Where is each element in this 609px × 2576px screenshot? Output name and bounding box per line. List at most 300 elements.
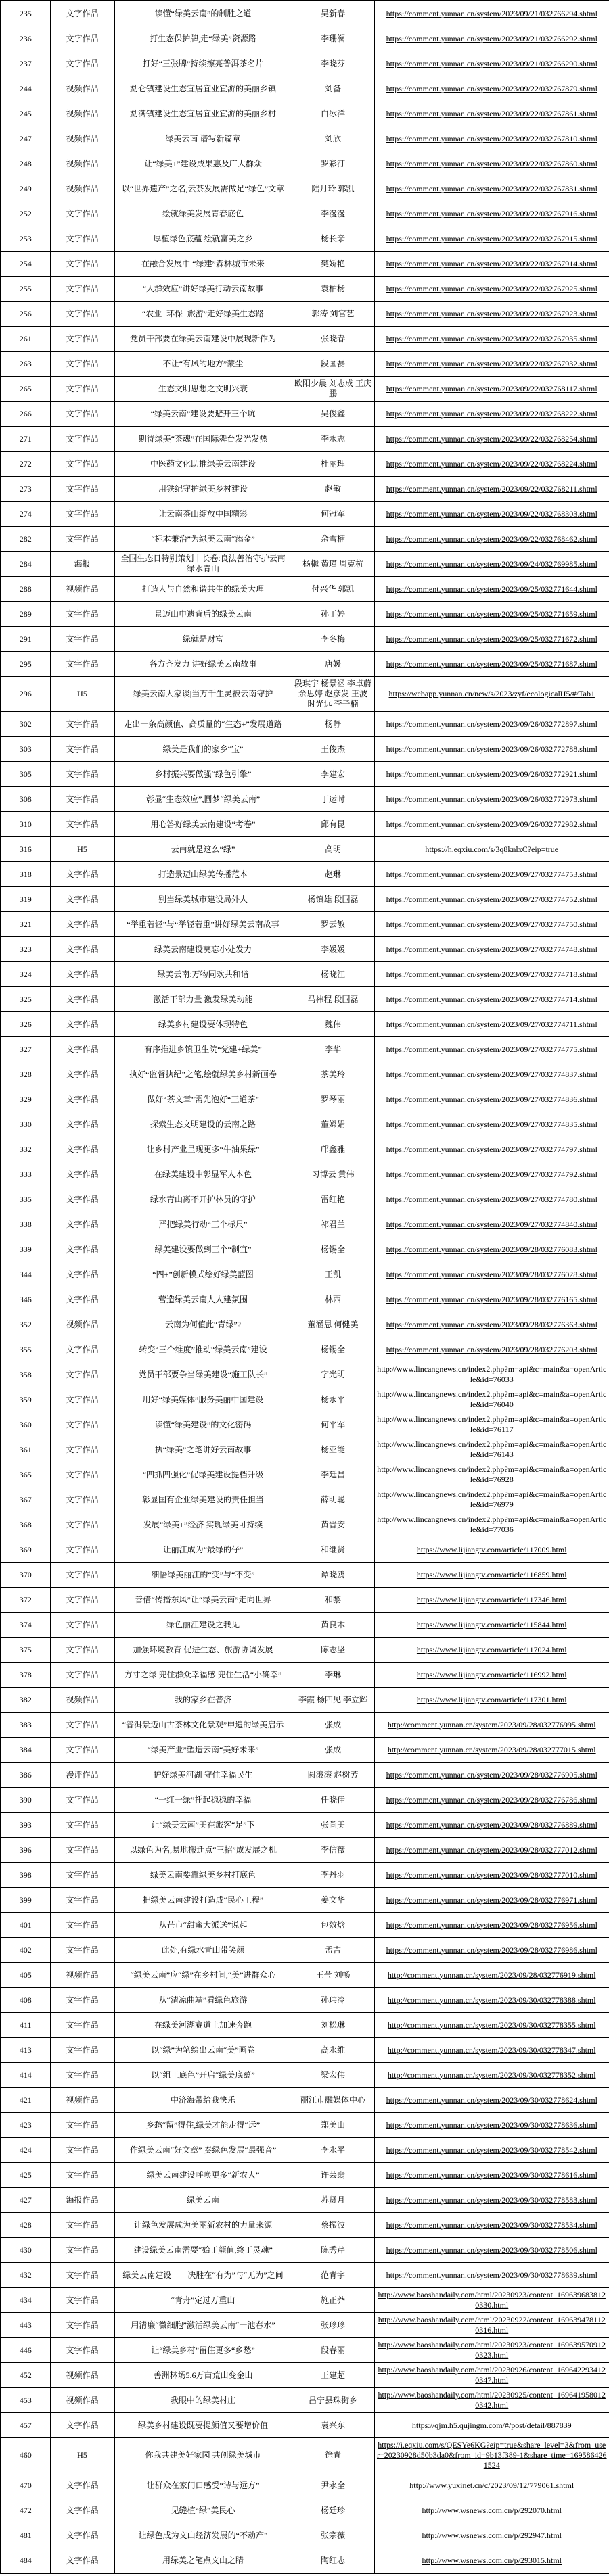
row-author: 唐媛 xyxy=(292,652,374,677)
row-number: 360 xyxy=(1,1412,50,1437)
row-url-cell xyxy=(374,1938,609,1963)
row-author: 杨镇雄 段国磊 xyxy=(292,887,374,912)
row-url-cell xyxy=(374,912,609,937)
table-row xyxy=(1,2238,609,2263)
row-link[interactable]: http://comment.yunnan.cn/system/2023/09/28/032776919.shtml xyxy=(387,1970,596,1980)
row-url-cell xyxy=(374,837,609,862)
row-author: 袁柏杨 xyxy=(292,277,374,302)
table-row xyxy=(1,2548,609,2574)
row-link[interactable]: https://comment.yunnan.cn/system/2023/09/28/032776971.shtml xyxy=(386,1894,597,1905)
row-link[interactable]: https://qjm.h5.qujingm.com/#/post/detail/887839 xyxy=(411,2420,572,2430)
row-author: 林西 xyxy=(292,1287,374,1312)
row-link[interactable]: http://www.lincangnews.cn/index2.php?m=api&c=main&a=openArticle&id=77036 xyxy=(377,1514,607,1534)
row-url-cell xyxy=(374,201,609,226)
row-link[interactable]: https://comment.yunnan.cn/system/2023/09/28/032776363.shtml xyxy=(386,1319,597,1329)
row-title: 中济海带给我快乐 xyxy=(114,2088,292,2113)
row-number: 305 xyxy=(1,762,50,787)
row-url-cell xyxy=(374,1112,609,1137)
row-url-cell xyxy=(374,1988,609,2013)
row-category: 文字作品 xyxy=(50,1813,114,1838)
row-link[interactable]: https://www.lijiangtv.com/article/117024.html xyxy=(416,1644,567,1654)
row-url-cell xyxy=(374,1187,609,1212)
row-link[interactable]: https://comment.yunnan.cn/system/2023/09/28/032776986.shtml xyxy=(386,1945,597,1955)
row-title: 善借“传播东风”让“绿美云南”走向世界 xyxy=(114,1588,292,1613)
row-title: 把绿美云南建设打造成“民心工程” xyxy=(114,1888,292,1913)
row-category: 文字作品 xyxy=(50,452,114,477)
row-link[interactable]: https://comment.yunnan.cn/system/2023/09/22/032767915.shtml xyxy=(386,233,597,243)
row-link[interactable]: http://comment.yunnan.cn/system/2023/09/30/032778352.shtml xyxy=(387,2070,596,2080)
row-link[interactable]: http://www.lincangnews.cn/index2.php?m=api&c=main&a=openArticle&id=76928 xyxy=(377,1464,607,1484)
row-title: 建设绿美云南需要“始于颜值,终于灵魂” xyxy=(114,2238,292,2263)
row-link[interactable]: https://www.lijiangtv.com/article/117009.html xyxy=(416,1544,567,1554)
row-link[interactable]: https://comment.yunnan.cn/system/2023/09/28/032776165.shtml xyxy=(386,1294,597,1304)
row-url-cell xyxy=(374,1062,609,1087)
row-url-cell xyxy=(374,652,609,677)
row-link[interactable]: http://www.lincangnews.cn/index2.php?m=api&c=main&a=openArticle&id=76033 xyxy=(377,1364,607,1384)
row-link[interactable]: https://comment.yunnan.cn/system/2023/09/26/032772982.shtml xyxy=(386,819,597,829)
row-category: 文字作品 xyxy=(50,2413,114,2438)
row-number: 256 xyxy=(1,302,50,327)
row-link[interactable]: https://comment.yunnan.cn/system/2023/09/27/032774714.shtml xyxy=(386,994,597,1004)
table-row xyxy=(1,1012,609,1037)
row-category: 视频作品 xyxy=(50,1312,114,1337)
row-url-cell xyxy=(374,226,609,252)
table-row xyxy=(1,1888,609,1913)
row-author: 李晓芬 xyxy=(292,51,374,76)
row-category: 文字作品 xyxy=(50,2548,114,2574)
row-link[interactable]: https://comment.yunnan.cn/system/2023/09/27/032774836.shtml xyxy=(386,1094,597,1104)
row-title: 见缝植“绿”美民心 xyxy=(114,2498,292,2523)
row-category: 文字作品 xyxy=(50,1938,114,1963)
row-number: 434 xyxy=(1,2288,50,2313)
table-row xyxy=(1,1487,609,1512)
row-number: 358 xyxy=(1,1362,50,1387)
row-link[interactable]: https://comment.yunnan.cn/system/2023/09/27/032774718.shtml xyxy=(386,969,597,979)
row-title: 严把绿美行动“三个标尺” xyxy=(114,1212,292,1237)
row-author: 张成 xyxy=(292,1713,374,1738)
row-number: 452 xyxy=(1,2363,50,2388)
table-row xyxy=(1,1412,609,1437)
row-link[interactable]: http://www.baoshandaily.com/html/20230925/content_1696419580120342.html xyxy=(378,2390,606,2410)
row-url-cell xyxy=(374,2088,609,2113)
row-title: 执好“监督执纪”之笔,绘就绿美乡村新画卷 xyxy=(114,1062,292,1087)
row-category: 文字作品 xyxy=(50,602,114,627)
row-number: 329 xyxy=(1,1087,50,1112)
row-url-cell xyxy=(374,712,609,737)
row-link[interactable]: https://comment.yunnan.cn/system/2023/09/22/032767810.shtml xyxy=(386,133,597,143)
row-author: 赵敏 xyxy=(292,477,374,502)
row-category: 文字作品 xyxy=(50,912,114,937)
row-number: 367 xyxy=(1,1487,50,1512)
row-link[interactable]: https://comment.yunnan.cn/system/2023/09/30/032778624.shtml xyxy=(386,2095,597,2105)
row-author: 和黎 xyxy=(292,1588,374,1613)
row-link[interactable]: http://www.wsnews.com.cn/p/292947.html xyxy=(422,2530,562,2540)
row-link[interactable]: https://comment.yunnan.cn/system/2023/09/30/032778616.shtml xyxy=(386,2170,597,2180)
table-row xyxy=(1,962,609,987)
row-category: 文字作品 xyxy=(50,1287,114,1312)
row-title: 绿美建设要做到三个“制宜” xyxy=(114,1237,292,1262)
row-link[interactable]: https://comment.yunnan.cn/system/2023/09/28/032776889.shtml xyxy=(386,1819,597,1830)
row-author: 任晓佳 xyxy=(292,1788,374,1813)
row-link[interactable]: https://www.lijiangtv.com/article/116859.html xyxy=(416,1569,567,1579)
table-row xyxy=(1,352,609,377)
row-url-cell xyxy=(374,1638,609,1663)
table-row xyxy=(1,1037,609,1062)
row-author: 杨亚能 xyxy=(292,1437,374,1462)
row-link[interactable]: https://comment.yunnan.cn/system/2023/09/25/032771659.shtml xyxy=(386,609,597,619)
row-author: 何平军 xyxy=(292,1412,374,1437)
row-link[interactable]: http://comment.yunnan.cn/system/2023/09/30/032778355.shtml xyxy=(387,2020,596,2030)
row-title: 勐满镇建设生态宜居宜业宜游的美丽乡村 xyxy=(114,101,292,126)
row-link[interactable]: https://comment.yunnan.cn/system/2023/09/30/032778534.shtml xyxy=(386,2220,597,2230)
row-url-cell xyxy=(374,2188,609,2213)
row-link[interactable]: https://comment.yunnan.cn/system/2023/09/22/032767935.shtml xyxy=(386,333,597,343)
row-title: 彰显“生态效应”,圆梦“绿美云南” xyxy=(114,787,292,812)
row-title: 让绿色成为文山经济发展的“不动产” xyxy=(114,2523,292,2548)
row-link[interactable]: http://www.wsnews.com.cn/p/292070.html xyxy=(422,2505,562,2515)
row-link[interactable]: https://comment.yunnan.cn/system/2023/09/26/032772788.shtml xyxy=(386,744,597,754)
row-number: 254 xyxy=(1,252,50,277)
row-number: 470 xyxy=(1,2473,50,2498)
row-link[interactable]: https://www.lijiangtv.com/article/117346.html xyxy=(416,1594,567,1604)
row-title: 期待绿美“茶魂”在国际舞台发光发热 xyxy=(114,427,292,452)
row-number: 245 xyxy=(1,101,50,126)
row-title: 用好“绿美媒体”服务美丽中国建设 xyxy=(114,1387,292,1412)
row-link[interactable]: http://comment.yunnan.cn/system/2023/09/28/032777015.shtml xyxy=(387,1744,596,1755)
row-link[interactable]: https://comment.yunnan.cn/system/2023/09/22/032767831.shtml xyxy=(386,183,597,193)
table-row xyxy=(1,1,609,26)
row-category: 文字作品 xyxy=(50,1037,114,1062)
row-author: 祁君兰 xyxy=(292,1212,374,1237)
row-author: 段春丽 xyxy=(292,2338,374,2363)
row-author: 陶红志 xyxy=(292,2548,374,2574)
row-link[interactable]: https://comment.yunnan.cn/system/2023/09/28/032777012.shtml xyxy=(386,1844,597,1855)
row-author: 董涵思 何健美 xyxy=(292,1312,374,1337)
row-url-cell xyxy=(374,1563,609,1588)
row-link[interactable]: http://comment.yunnan.cn/system/2023/09/30/032778388.shtml xyxy=(387,1995,596,2005)
row-number: 408 xyxy=(1,1988,50,2013)
row-category: 文字作品 xyxy=(50,327,114,352)
table-row xyxy=(1,737,609,762)
row-number: 321 xyxy=(1,912,50,937)
row-author: 徐青 xyxy=(292,2438,374,2473)
table-row xyxy=(1,277,609,302)
row-category: 文字作品 xyxy=(50,2288,114,2313)
row-number: 319 xyxy=(1,887,50,912)
row-link[interactable]: http://www.baoshandaily.com/html/20230926/content_1696422934120347.html xyxy=(378,2365,606,2385)
row-url-cell xyxy=(374,1688,609,1713)
row-author: 余雪楠 xyxy=(292,527,374,552)
row-category: 文字作品 xyxy=(50,1412,114,1437)
row-category: 文字作品 xyxy=(50,2063,114,2088)
row-category: H5 xyxy=(50,677,114,712)
table-row xyxy=(1,1563,609,1588)
row-link[interactable]: https://comment.yunnan.cn/system/2023/09/30/032778506.shtml xyxy=(386,2245,597,2255)
row-title: 绿美云南建设莫忘小处发力 xyxy=(114,937,292,962)
row-title: 读懂“绿美云南”的制胜之道 xyxy=(114,1,292,26)
row-title: 做好“茶文章”需先泡好“三道茶” xyxy=(114,1087,292,1112)
row-url-cell xyxy=(374,76,609,101)
row-link[interactable]: https://comment.yunnan.cn/system/2023/09/22/032768224.shtml xyxy=(386,458,597,469)
row-number: 288 xyxy=(1,577,50,602)
row-link[interactable]: https://comment.yunnan.cn/system/2023/09/27/032774748.shtml xyxy=(386,944,597,954)
row-link[interactable]: https://i.eqxiu.com/s/QESYe6KG?eip=true&share_level=3&from_user=20230928d50b3da0&from_id=9b13f389-1&share_time=1695864261524 xyxy=(376,2440,607,2470)
row-link[interactable]: https://comment.yunnan.cn/system/2023/09/24/032769985.shtml xyxy=(386,558,597,569)
row-category: 文字作品 xyxy=(50,1713,114,1738)
row-link[interactable]: http://comment.yunnan.cn/system/2023/09/28/032776995.shtml xyxy=(387,1719,596,1730)
row-title: 用铁纪守护绿美乡村建设 xyxy=(114,477,292,502)
row-url-cell xyxy=(374,1588,609,1613)
row-url-cell xyxy=(374,176,609,201)
row-link[interactable]: https://comment.yunnan.cn/system/2023/09/28/032776203.shtml xyxy=(386,1344,597,1354)
table-row xyxy=(1,937,609,962)
row-link[interactable]: https://comment.yunnan.cn/system/2023/09/22/032768303.shtml xyxy=(386,508,597,519)
row-url-cell xyxy=(374,627,609,652)
row-number: 453 xyxy=(1,2388,50,2413)
row-link[interactable]: https://comment.yunnan.cn/system/2023/09/22/032767925.shtml xyxy=(386,283,597,293)
row-link[interactable]: https://comment.yunnan.cn/system/2023/09/27/032774775.shtml xyxy=(386,1044,597,1054)
row-url-cell xyxy=(374,2138,609,2163)
row-link[interactable]: https://webapp.yunnan.cn/new/s/2023/zyf/ecologicalH5/#/Tab1 xyxy=(388,689,595,698)
row-author: 李珊澜 xyxy=(292,26,374,51)
row-author: 李霞 杨四见 李立辉 xyxy=(292,1688,374,1713)
row-url-cell xyxy=(374,352,609,377)
row-number: 368 xyxy=(1,1512,50,1537)
table-row xyxy=(1,1638,609,1663)
row-category: 文字作品 xyxy=(50,252,114,277)
row-number: 432 xyxy=(1,2263,50,2288)
row-category: 文字作品 xyxy=(50,1638,114,1663)
row-number: 324 xyxy=(1,962,50,987)
row-link[interactable]: https://comment.yunnan.cn/system/2023/09/30/032778542.shtml xyxy=(386,2145,597,2155)
row-title: 在融合发展中 “绿建”森林城市未来 xyxy=(114,252,292,277)
row-author: 雷红艳 xyxy=(292,1187,374,1212)
row-category: 文字作品 xyxy=(50,627,114,652)
row-link[interactable]: https://comment.yunnan.cn/system/2023/09/21/032766294.shtml xyxy=(386,8,597,18)
table-row xyxy=(1,2063,609,2088)
row-category: 文字作品 xyxy=(50,2138,114,2163)
row-title: 执“绿美”之笔讲好云南故事 xyxy=(114,1437,292,1462)
row-link[interactable]: https://comment.yunnan.cn/system/2023/09/22/032768211.shtml xyxy=(386,483,597,494)
row-title: 让“绿美+”建设成果惠及广大群众 xyxy=(114,151,292,176)
row-link[interactable]: https://comment.yunnan.cn/system/2023/09/22/032768222.shtml xyxy=(386,408,597,419)
row-link[interactable]: https://comment.yunnan.cn/system/2023/09/22/032768117.shtml xyxy=(386,383,597,393)
table-row xyxy=(1,2288,609,2313)
row-category: 文字作品 xyxy=(50,1738,114,1763)
row-number: 425 xyxy=(1,2163,50,2188)
row-category: 文字作品 xyxy=(50,1563,114,1588)
row-category: 视频作品 xyxy=(50,2088,114,2113)
row-url-cell xyxy=(374,2313,609,2338)
row-number: 405 xyxy=(1,1963,50,1988)
row-number: 369 xyxy=(1,1537,50,1563)
row-author: 张宗薇 xyxy=(292,2523,374,2548)
row-category: 文字作品 xyxy=(50,1337,114,1362)
row-link[interactable]: https://comment.yunnan.cn/system/2023/09/28/032776786.shtml xyxy=(386,1794,597,1805)
row-link[interactable]: https://comment.yunnan.cn/system/2023/09/27/032774840.shtml xyxy=(386,1219,597,1229)
row-link[interactable]: https://comment.yunnan.cn/system/2023/09/30/032778639.shtml xyxy=(386,2270,597,2280)
row-link[interactable]: https://www.lijiangtv.com/article/116992.html xyxy=(416,1669,567,1679)
table-row xyxy=(1,2213,609,2238)
row-number: 261 xyxy=(1,327,50,352)
row-title: 激活干部力量 激发绿美动能 xyxy=(114,987,292,1012)
row-url-cell xyxy=(374,1337,609,1362)
row-link[interactable]: https://comment.yunnan.cn/system/2023/09/26/032772973.shtml xyxy=(386,794,597,804)
row-url-cell xyxy=(374,1087,609,1112)
row-link[interactable]: https://comment.yunnan.cn/system/2023/09/25/032771687.shtml xyxy=(386,659,597,669)
table-row xyxy=(1,2088,609,2113)
row-link[interactable]: https://comment.yunnan.cn/system/2023/09/26/032772897.shtml xyxy=(386,719,597,729)
row-link[interactable]: https://comment.yunnan.cn/system/2023/09/27/032774753.shtml xyxy=(386,869,597,879)
row-number: 346 xyxy=(1,1287,50,1312)
row-number: 421 xyxy=(1,2088,50,2113)
row-link[interactable]: https://comment.yunnan.cn/system/2023/09/28/032776905.shtml xyxy=(386,1769,597,1780)
row-title: “标本兼治”为绿美云南“添金” xyxy=(114,527,292,552)
row-title: 善洲林场5.6万亩荒山变金山 xyxy=(114,2363,292,2388)
row-link[interactable]: http://www.wsnews.com.cn/p/293015.html xyxy=(422,2555,562,2565)
row-link[interactable]: http://www.baoshandaily.com/html/20230923/content_1696396838120330.html xyxy=(378,2290,606,2310)
row-author: 吴新春 xyxy=(292,1,374,26)
row-link[interactable]: https://comment.yunnan.cn/system/2023/09/22/032767914.shtml xyxy=(386,258,597,268)
row-link[interactable]: https://comment.yunnan.cn/system/2023/09/25/032771672.shtml xyxy=(386,634,597,644)
row-author: 杨长亲 xyxy=(292,226,374,252)
row-url-cell xyxy=(374,1788,609,1813)
row-link[interactable]: https://comment.yunnan.cn/system/2023/09/27/032774711.shtml xyxy=(386,1019,597,1029)
row-link[interactable]: https://comment.yunnan.cn/system/2023/09/27/032774780.shtml xyxy=(386,1194,597,1204)
row-link[interactable]: https://comment.yunnan.cn/system/2023/09/22/032767916.shtml xyxy=(386,208,597,218)
table-row xyxy=(1,126,609,151)
row-link[interactable]: https://www.lijiangtv.com/article/115844.html xyxy=(416,1619,567,1629)
row-author: 李建宏 xyxy=(292,762,374,787)
row-url-cell xyxy=(374,2388,609,2413)
row-link[interactable]: https://comment.yunnan.cn/system/2023/09/21/032766292.shtml xyxy=(386,33,597,43)
row-link[interactable]: https://comment.yunnan.cn/system/2023/09/28/032777010.shtml xyxy=(386,1869,597,1880)
row-category: 文字作品 xyxy=(50,51,114,76)
row-author: 李漫漫 xyxy=(292,201,374,226)
row-title: “绿美云南”应“绿”在乡村间,“美”进群众心 xyxy=(114,1963,292,1988)
row-number: 308 xyxy=(1,787,50,812)
row-link[interactable]: https://comment.yunnan.cn/system/2023/09/22/032768462.shtml xyxy=(386,533,597,544)
row-link[interactable]: https://www.lijiangtv.com/article/117301.html xyxy=(416,1694,567,1704)
row-author: 陈志坚 xyxy=(292,1638,374,1663)
row-number: 424 xyxy=(1,2138,50,2163)
row-author: 刘松琳 xyxy=(292,2013,374,2038)
row-category: 视频作品 xyxy=(50,76,114,101)
row-number: 365 xyxy=(1,1462,50,1487)
row-author: 马祎程 段国磊 xyxy=(292,987,374,1012)
row-title: 党员干部要在绿美云南建设中展现新作为 xyxy=(114,327,292,352)
row-link[interactable]: http://www.lincangnews.cn/index2.php?m=api&c=main&a=openArticle&id=76117 xyxy=(377,1414,607,1434)
row-link[interactable]: https://comment.yunnan.cn/system/2023/09/22/032767932.shtml xyxy=(386,358,597,368)
row-link[interactable]: https://comment.yunnan.cn/system/2023/09/27/032774752.shtml xyxy=(386,894,597,904)
row-link[interactable]: https://comment.yunnan.cn/system/2023/09/22/032767879.shtml xyxy=(386,83,597,93)
row-category: 文字作品 xyxy=(50,352,114,377)
row-number: 332 xyxy=(1,1137,50,1162)
row-category: 文字作品 xyxy=(50,1237,114,1262)
table-row xyxy=(1,602,609,627)
row-link[interactable]: https://comment.yunnan.cn/system/2023/09/22/032767923.shtml xyxy=(386,308,597,318)
row-title: 乡村振兴要做强“绿色引擎” xyxy=(114,762,292,787)
row-title: 云南就是这么“绿” xyxy=(114,837,292,862)
row-author: 邝鑫雅 xyxy=(292,1137,374,1162)
row-author: 赵琳 xyxy=(292,862,374,887)
row-url-cell xyxy=(374,2263,609,2288)
row-link[interactable]: https://h.eqxiu.com/s/3q8knlxC?eip=true xyxy=(425,844,559,854)
table-row xyxy=(1,2188,609,2213)
row-link[interactable]: https://comment.yunnan.cn/system/2023/09/22/032767860.shtml xyxy=(386,158,597,168)
row-author: 杨永平 xyxy=(292,1387,374,1412)
table-row xyxy=(1,2523,609,2548)
row-category: 文字作品 xyxy=(50,1888,114,1913)
row-number: 237 xyxy=(1,51,50,76)
row-number: 398 xyxy=(1,1863,50,1888)
row-number: 411 xyxy=(1,2013,50,2038)
row-link[interactable]: http://comment.yunnan.cn/system/2023/09/30/032778347.shtml xyxy=(387,2045,596,2055)
row-link[interactable]: https://comment.yunnan.cn/system/2023/09/21/032766290.shtml xyxy=(386,58,597,68)
row-title: “绿美云南”建设要避开三个坑 xyxy=(114,402,292,427)
row-link[interactable]: https://comment.yunnan.cn/system/2023/09/26/032772921.shtml xyxy=(386,769,597,779)
table-row xyxy=(1,2363,609,2388)
row-title: 作绿美云南“好文章” 奏绿色发展“最强音” xyxy=(114,2138,292,2163)
row-link[interactable]: https://comment.yunnan.cn/system/2023/09/27/032774835.shtml xyxy=(386,1119,597,1129)
row-link[interactable]: https://comment.yunnan.cn/system/2023/09/27/032774837.shtml xyxy=(386,1069,597,1079)
row-link[interactable]: https://comment.yunnan.cn/system/2023/09/28/032776956.shtml xyxy=(386,1919,597,1930)
row-link[interactable]: http://www.lincangnews.cn/index2.php?m=api&c=main&a=openArticle&id=76143 xyxy=(377,1439,607,1459)
row-number: 481 xyxy=(1,2523,50,2548)
row-category: 文字作品 xyxy=(50,302,114,327)
row-url-cell xyxy=(374,1312,609,1337)
row-link[interactable]: http://www.lincangnews.cn/index2.php?m=api&c=main&a=openArticle&id=76979 xyxy=(377,1489,607,1509)
row-author: 黄晋安 xyxy=(292,1512,374,1537)
row-category: 视频作品 xyxy=(50,2363,114,2388)
row-link[interactable]: https://comment.yunnan.cn/system/2023/09/30/032778583.shtml xyxy=(386,2195,597,2205)
row-number: 273 xyxy=(1,477,50,502)
row-category: 文字作品 xyxy=(50,2163,114,2188)
row-title: 我眼中的绿美村庄 xyxy=(114,2388,292,2413)
row-url-cell xyxy=(374,1913,609,1938)
row-link[interactable]: https://comment.yunnan.cn/system/2023/09/28/032776083.shtml xyxy=(386,1244,597,1254)
row-link[interactable]: https://comment.yunnan.cn/system/2023/09/30/032778636.shtml xyxy=(386,2120,597,2130)
row-author: 昌宁县珠街乡 xyxy=(292,2388,374,2413)
row-number: 372 xyxy=(1,1588,50,1613)
row-link[interactable]: http://www.yuxinet.cn/c/2023/09/12/779061.shtml xyxy=(409,2480,574,2490)
row-link[interactable]: http://www.baoshandaily.com/html/20230923/content_1696395709120323.html xyxy=(378,2340,606,2360)
row-title: 彰显国有企业绿美建设的责任担当 xyxy=(114,1487,292,1512)
row-link[interactable]: https://comment.yunnan.cn/system/2023/09/25/032771644.shtml xyxy=(386,583,597,594)
row-author: 杨静 xyxy=(292,712,374,737)
row-link[interactable]: https://comment.yunnan.cn/system/2023/09/28/032776028.shtml xyxy=(386,1269,597,1279)
row-link[interactable]: https://comment.yunnan.cn/system/2023/09/22/032768254.shtml xyxy=(386,433,597,444)
row-title: 你我共建美好家园 共创绿美城市 xyxy=(114,2438,292,2473)
row-url-cell xyxy=(374,2013,609,2038)
row-link[interactable]: https://comment.yunnan.cn/system/2023/09/27/032774797.shtml xyxy=(386,1144,597,1154)
table-row xyxy=(1,912,609,937)
row-number: 333 xyxy=(1,1162,50,1187)
row-url-cell xyxy=(374,677,609,712)
row-link[interactable]: https://comment.yunnan.cn/system/2023/09/22/032767861.shtml xyxy=(386,108,597,118)
row-category: 文字作品 xyxy=(50,1613,114,1638)
row-title: 乡愁“留”得住,绿美才能走得“远” xyxy=(114,2113,292,2138)
row-title: 此处,有绿水青山带笑颜 xyxy=(114,1938,292,1963)
row-link[interactable]: http://www.baoshandaily.com/html/20230922/content_1696394781120316.html xyxy=(378,2315,606,2335)
table-row xyxy=(1,176,609,201)
row-link[interactable]: https://comment.yunnan.cn/system/2023/09/27/032774750.shtml xyxy=(386,919,597,929)
row-link[interactable]: http://www.lincangnews.cn/index2.php?m=api&c=main&a=openArticle&id=76040 xyxy=(377,1389,607,1409)
row-link[interactable]: https://comment.yunnan.cn/system/2023/09/27/032774792.shtml xyxy=(386,1169,597,1179)
row-title: 不让“有风的地方”蒙尘 xyxy=(114,352,292,377)
row-url-cell xyxy=(374,1262,609,1287)
row-url-cell xyxy=(374,252,609,277)
